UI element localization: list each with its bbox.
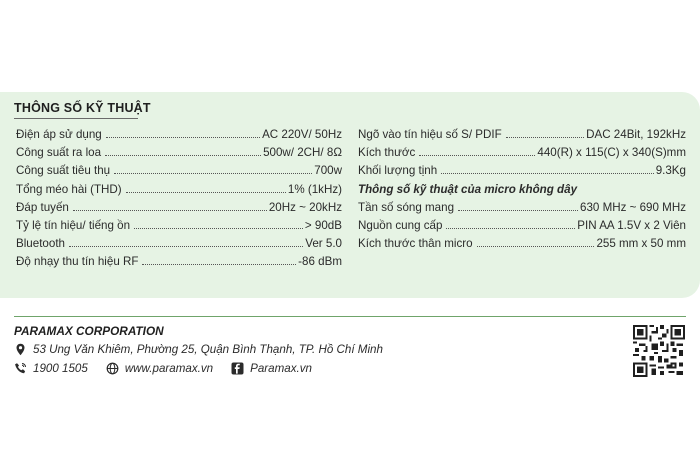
- spec-value: > 90dB: [304, 218, 342, 232]
- spec-label: Kích thước thân micro: [358, 237, 473, 251]
- spec-value: 440(R) x 115(C) x 340(S)mm: [537, 146, 686, 160]
- spec-row: [16, 164, 342, 182]
- spec-label: Nguồn cung cấp: [358, 218, 443, 232]
- spec-row: [358, 201, 686, 219]
- dot-leader: [106, 136, 260, 138]
- facebook-link[interactable]: Paramax.vn: [250, 362, 312, 375]
- facebook-icon: [231, 362, 244, 375]
- address-text: 53 Ung Văn Khiêm, Phường 25, Quận Bình Thạnh, TP. Hồ Chí Minh: [33, 343, 383, 356]
- dot-leader: [458, 209, 578, 211]
- spec-value: AC 220V/ 50Hz: [262, 128, 342, 141]
- spec-value: 630 MHz ~ 690 MHz: [580, 200, 686, 214]
- dot-leader: [446, 227, 575, 229]
- dot-leader: [73, 209, 267, 211]
- spec-label: Tỷ lệ tín hiệu/ tiếng ồn: [16, 218, 131, 232]
- dot-leader: [105, 154, 261, 156]
- address-line: [14, 343, 383, 356]
- dot-leader: [134, 227, 303, 229]
- spec-row: [358, 146, 686, 164]
- spec-label: Kích thước: [358, 146, 416, 160]
- micro-spec-title: Thông số kỹ thuật của micro không dây: [358, 182, 578, 196]
- company-name: PARAMAX CORPORATION: [14, 324, 164, 338]
- spec-row: [358, 237, 686, 255]
- spec-row: [16, 237, 342, 255]
- globe-icon: [106, 362, 119, 375]
- spec-label: Tần số sóng mang: [358, 200, 455, 214]
- spec-label: Điện áp sử dụng: [16, 128, 102, 141]
- spec-value: PIN AA 1.5V x 2 Viên: [577, 218, 686, 232]
- spec-row: [358, 164, 686, 182]
- dot-leader: [114, 172, 312, 174]
- spec-label: Bluetooth: [16, 237, 65, 251]
- spec-row: [16, 201, 342, 219]
- spec-row: [16, 183, 342, 201]
- website-link[interactable]: www.paramax.vn: [124, 362, 214, 375]
- spec-value: 1% (1kHz): [287, 182, 342, 196]
- spec-label: Công suất tiêu thụ: [16, 164, 111, 178]
- spec-value: 20Hz ~ 20kHz: [268, 200, 342, 214]
- spec-label: Tổng méo hài (THD): [16, 182, 122, 196]
- spec-value: Ver 5.0: [305, 237, 342, 251]
- dot-leader: [441, 172, 654, 174]
- dot-leader: [419, 154, 535, 156]
- spec-label: Ngõ vào tín hiệu số S/ PDIF: [358, 128, 502, 141]
- spec-value: -86 dBm: [298, 255, 342, 269]
- phone-text[interactable]: 1900 1505: [33, 362, 88, 375]
- footer-divider: [14, 316, 686, 317]
- dot-leader: [126, 191, 286, 193]
- dot-leader: [506, 136, 584, 138]
- spec-row: [358, 128, 686, 146]
- spec-row: [16, 255, 342, 273]
- dot-leader: [142, 263, 296, 265]
- phone-icon: [14, 362, 27, 375]
- spec-label: Độ nhạy thu tín hiệu RF: [16, 255, 139, 269]
- spec-row: [16, 219, 342, 237]
- qr-code: [633, 325, 685, 377]
- spec-column-left: [16, 128, 342, 274]
- contact-line: [14, 362, 312, 375]
- spec-label: Đáp tuyến: [16, 200, 69, 214]
- spec-label: Công suất ra loa: [16, 146, 102, 160]
- spec-column-right: [358, 128, 686, 255]
- spec-row: [358, 219, 686, 237]
- location-pin-icon: [14, 343, 27, 356]
- spec-row: [16, 146, 342, 164]
- dot-leader: [477, 245, 595, 247]
- spec-value: 500w/ 2CH/ 8Ω: [263, 146, 342, 160]
- dot-leader: [69, 245, 303, 247]
- spec-value: DAC 24Bit, 192kHz: [586, 128, 686, 141]
- spec-title-underline: [14, 118, 138, 119]
- spec-value: 700w: [314, 164, 342, 178]
- spec-label: Khối lượng tịnh: [358, 164, 438, 178]
- spec-value: 255 mm x 50 mm: [596, 237, 686, 251]
- spec-value: 9.3Kg: [655, 164, 686, 178]
- spec-row: [16, 128, 342, 146]
- micro-spec-heading: [358, 183, 686, 201]
- spec-title: THÔNG SỐ KỸ THUẬT: [14, 101, 151, 115]
